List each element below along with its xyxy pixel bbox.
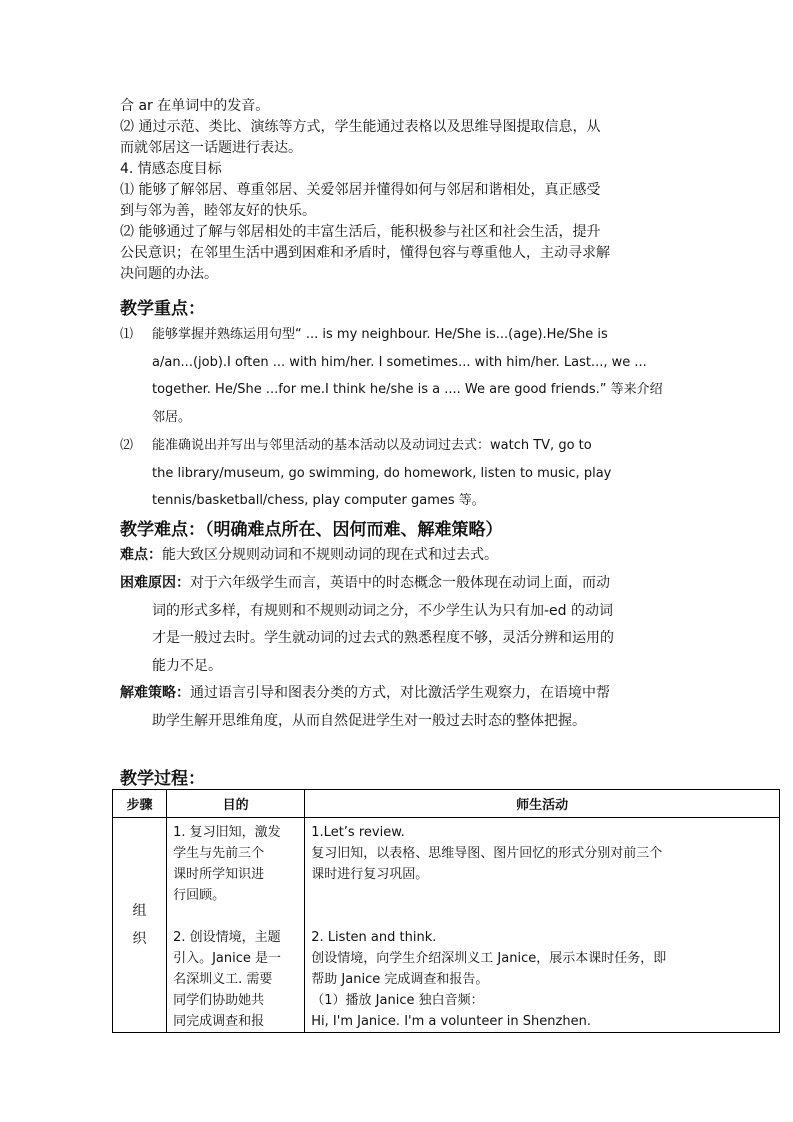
- text-line: 公民意识；在邻里生活中遇到困难和矛盾时，懂得包容与尊重他人，主动寻求解: [120, 245, 610, 261]
- text-line: 词的形式多样，有规则和不规则动词之分，不少学生认为只有加-ed 的动词: [152, 602, 614, 619]
- text-line: 对于六年级学生而言，英语中的时态概念一般体现在动词上面，而动: [190, 575, 610, 591]
- difficulty-label: 难点：: [120, 547, 162, 563]
- step-char: 组: [132, 903, 147, 919]
- text-line: ⑵ 能够通过了解与邻居相处的丰富生活后，能积极参与社区和社会生活，提升: [120, 224, 601, 240]
- text-line: 同学们协助她共: [173, 993, 265, 1008]
- step-char: 织: [132, 931, 147, 947]
- step-cell: [113, 818, 167, 1033]
- text-line: 课时进行复习巩固。: [311, 867, 429, 882]
- process-heading: 教学过程：: [120, 769, 205, 789]
- text-line: 4. 情感态度目标: [120, 161, 222, 177]
- difficulty-text: 能大致区分规则动词和不规则动词的现在式和过去式。: [162, 547, 498, 563]
- text-line: 能够掌握并熟练运用句型“ ... is my neighbour. He/She is...(age).He/She is: [152, 327, 608, 342]
- header-activity: 师生活动: [305, 790, 780, 818]
- activity-cell: [305, 818, 780, 1033]
- text-line: 同完成调查和报: [173, 1014, 265, 1029]
- text-line: 合 ar 在单词中的发音。: [120, 98, 270, 114]
- difficulties-heading: 教学难点：（明确难点所在、因何而难、解难策略）: [120, 520, 503, 540]
- table-header-row: [113, 790, 780, 818]
- strategy-paragraph: [120, 680, 680, 735]
- text-line: 名深圳义工. 需要: [173, 972, 273, 987]
- text-line: ⑵ 通过示范、类比、演练等方式，学生能通过表格以及思维导图提取信息，从: [120, 119, 601, 135]
- difficulty-paragraph: [120, 542, 680, 570]
- text-line: 能力不足。: [152, 657, 222, 674]
- reason-paragraph: [120, 570, 680, 680]
- process-table: [112, 789, 780, 1033]
- text-line: 助学生解开思维角度，从而自然促进学生对一般过去时态的整体把握。: [152, 712, 586, 729]
- text-line: 到与邻为善，睦邻友好的快乐。: [120, 203, 316, 219]
- text-line: 课时所学知识进: [173, 867, 265, 882]
- text-line: （1）播放 Janice 独白音频：: [311, 993, 484, 1008]
- text-line: 2. 创设情境，主题: [173, 930, 281, 945]
- header-purpose: 目的: [167, 790, 305, 818]
- key-point-item: [120, 321, 680, 431]
- text-line: 2. Listen and think.: [311, 930, 437, 945]
- purpose-cell: [167, 818, 305, 1033]
- text-line: 通过语言引导和图表分类的方式，对比激活学生观察力，在语境中帮: [190, 685, 610, 701]
- reason-label: 困难原因：: [120, 575, 190, 591]
- text-line: 引入。Janice 是一: [173, 951, 282, 966]
- text-line: 创设情境，向学生介绍深圳义工 Janice，展示本课时任务，即: [311, 951, 667, 966]
- header-step: 步骤: [113, 790, 167, 818]
- text-line: together. He/She ...for me.I think he/she is a .... We are good friends.” 等来介绍: [152, 382, 663, 397]
- text-line: tennis/basketball/chess, play computer games 等。: [152, 493, 485, 508]
- key-points-heading: 教学重点：: [120, 299, 205, 319]
- text-line: 才是一般过去时。学生就动词的过去式的熟悉程度不够，灵活分辨和运用的: [152, 630, 614, 646]
- table-row: [113, 818, 780, 1033]
- key-point-item: [120, 432, 680, 515]
- text-line: Hi, I'm Janice. I'm a volunteer in Shenzhen.: [311, 1014, 591, 1029]
- text-line: 决问题的办法。: [120, 266, 218, 282]
- strategy-label: 解难策略：: [120, 685, 190, 701]
- text-line: 邻居。: [152, 409, 192, 425]
- item-number: ⑵: [120, 438, 134, 453]
- text-line: the library/museum, go swimming, do homework, listen to music, play: [152, 465, 612, 481]
- item-number: ⑴: [120, 327, 134, 342]
- text-line: 1.Let’s review.: [311, 825, 405, 840]
- text-line: 复习旧知，以表格、思维导图、图片回忆的形式分别对前三个: [311, 846, 663, 861]
- text-line: 帮助 Janice 完成调查和报告。: [311, 972, 489, 987]
- text-line: 学生与先前三个: [173, 846, 265, 861]
- text-line: 行回顾。: [173, 888, 226, 903]
- text-line: a/an...(job).I often ... with him/her. I sometimes... with him/her. Last..., we ...: [152, 354, 647, 370]
- text-line: 而就邻居这一话题进行表达。: [120, 140, 302, 156]
- text-line: 能准确说出并写出与邻里活动的基本活动以及动词过去式：watch TV, go to: [152, 438, 592, 453]
- objectives-continuation: [120, 96, 680, 285]
- text-line: ⑴ 能够了解邻居、尊重邻居、关爱邻居并懂得如何与邻居和谐相处，真正感受: [120, 182, 601, 198]
- text-line: 1. 复习旧知，激发: [173, 825, 281, 840]
